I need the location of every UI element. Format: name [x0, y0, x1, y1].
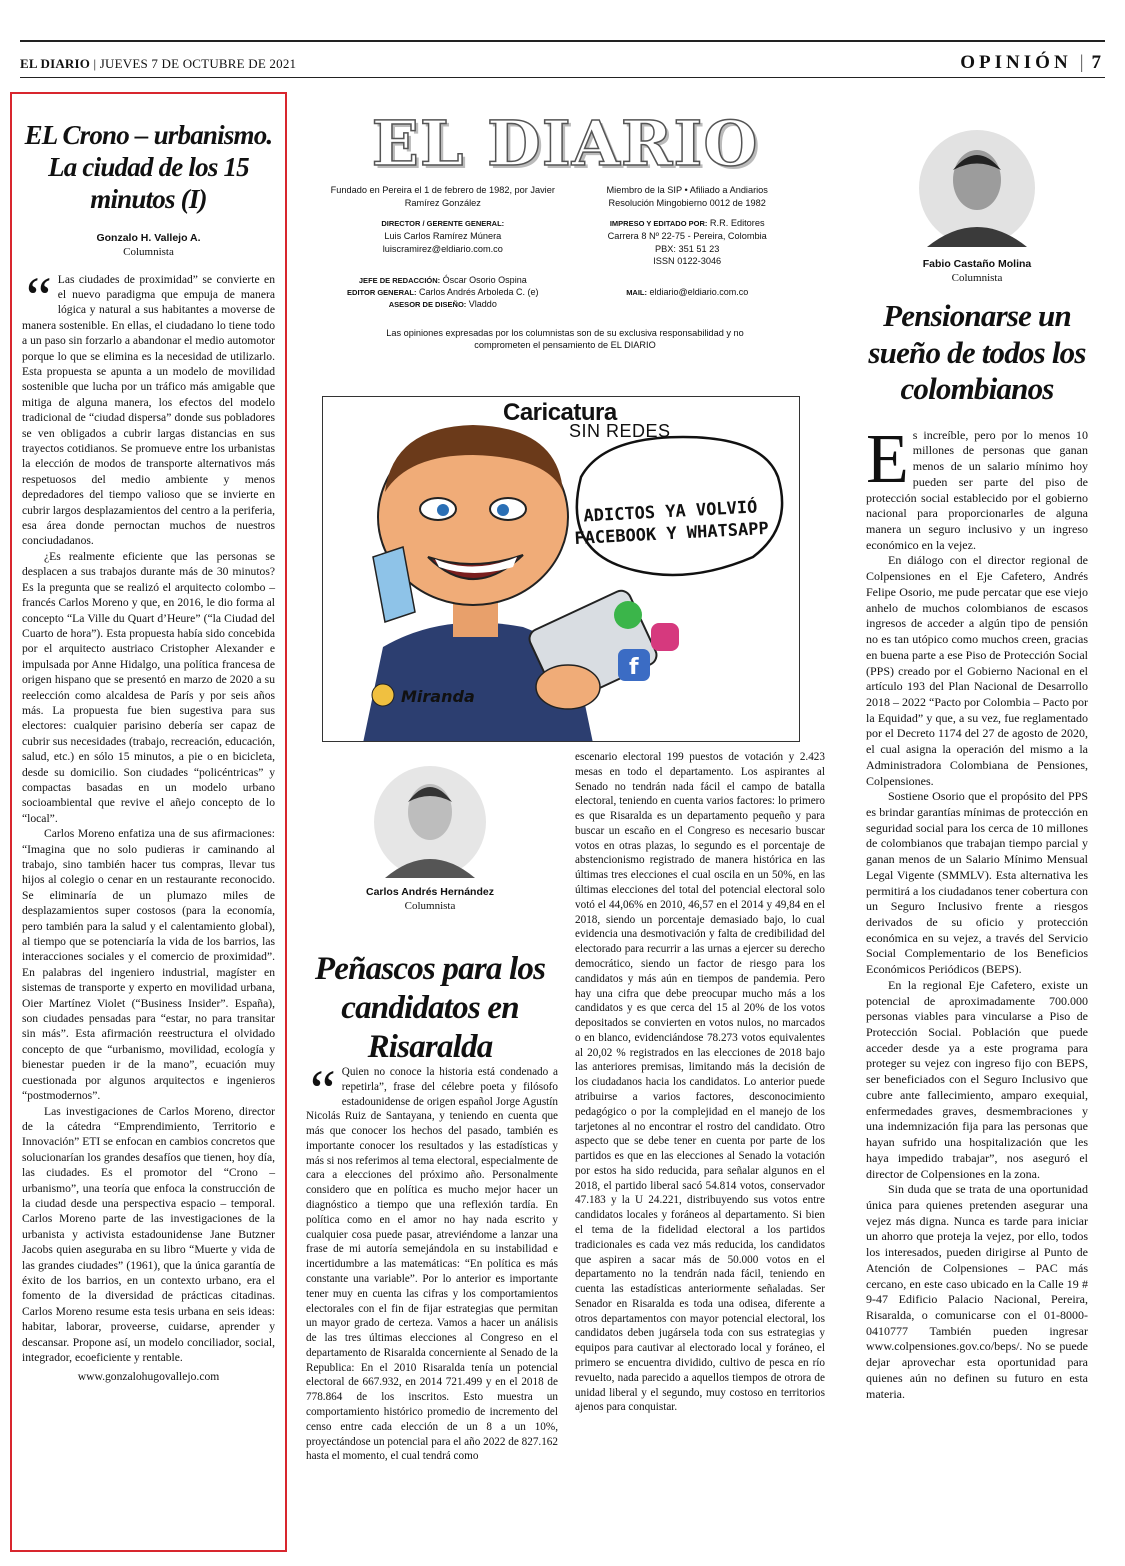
- artist-logo-icon: [372, 684, 394, 706]
- pbx: PBX: 351 51 23: [655, 243, 720, 254]
- right-paragraph-2: En diálogo con el director regional de Colpensiones en el Eje Cafetero, Andrés Felipe Osorio, me pude percatar que ese viejo anhelo de muchos colombianos de escasos ingresos de acceder a algún tipo de pensión no es tan utópico como muchos creen, gracias en buena parte a ese Piso de Protección Social (PPS) creado por el Gobierno Nacional en el artículo 193 del Plan Nacional de Desarrollo 2018 – 2022 “Pacto por Colombia – Pacto por la Equidad” y que, a su vez, fue reglamentado por el Decreto 1174 del 27 de agosto de 2020, el cual asigna la operación del mismo a la Administradora Colombiana de Pensiones, Colpensiones.: [866, 553, 1088, 788]
- director-label: DIRECTOR / GERENTE GENERAL:: [381, 219, 505, 229]
- author-website[interactable]: www.gonzalohugovallejo.com: [77, 1370, 220, 1384]
- printed-name: R.R. Editores: [709, 218, 765, 229]
- mail-address[interactable]: eldiario@eldiario.com.co: [649, 287, 749, 298]
- right-paragraph-3: Sostiene Osorio que el propósito del PPS es brindar garantías mínimas de protección en seguridad social para los cerca de 10 millones de colombianos que trabajan tiempo parcial y ganan menos de un Salario Mínimo Mensual Legal Vigente (SMMLV). Esta alternativa les permitirá a los ciudadanos tener cobertura con un Seguro Inclusivo frente a riesgos derivados de su oficio y protección económica en su vejez, a través del Servicio Social Complementario de los Beneficios Económicos Periódicos (BEPS).: [866, 789, 1088, 977]
- page-number: 7: [1091, 52, 1105, 73]
- left-paragraph-3: Carlos Moreno enfatiza una de sus afirmaciones: “Imagina que no solo pudieras ir caminando al trabajo, sino también hacer tus compras, llevar tus hijos al colegio o cenar en un restaurante reconocido. Se eliminaría de un plumazo miles de desplazamientos super costosos (para la economía, pero también para la salud y el calentamiento global), al tiempo que se potenciaría la vida de los barrios, las interacciones sociales y el comercio de proximidad”. En palabras del ingeniero industrial, magíster en sistemas de transporte y experto en movilidad urbana, Oier Martínez Violet (“Business Insider”. España), son ciudades pensadas para “estar, no para transitar sin más”. Esta afirmación reestructura el olvidado concepto de que “urbanismo, movilidad, ecología y bienestar pueden ir de la mano”, ecuación muy cuestionada por algunos arquitectos e ingenieros “postmodernos”.: [22, 827, 275, 1103]
- general-editor-name: Carlos Andrés Arboleda C. (e): [419, 287, 539, 298]
- general-editor-label: EDITOR GENERAL:: [347, 288, 417, 298]
- cartoon-title: Caricatura: [503, 399, 617, 426]
- member-note: Miembro de la SIP • Afiliado a Andiarios: [606, 185, 768, 195]
- printed-label: IMPRESO Y EDITADO POR:: [609, 219, 708, 229]
- issue-date: JUEVES 7 DE OCTUBRE DE 2021: [99, 56, 297, 71]
- right-article-title: Pensionarse un sueño de todos los colombianos: [868, 298, 1086, 407]
- right-article-author: Fabio Castaño Molina: [922, 258, 1032, 270]
- design-label: ASESOR DE DISEÑO:: [388, 300, 467, 310]
- design-name: Vladdo: [468, 299, 497, 310]
- left-article-author: Gonzalo H. Vallejo A.: [96, 231, 201, 244]
- instagram-icon: [651, 623, 679, 651]
- page-header: [20, 40, 1105, 78]
- left-article-role: Columnista: [123, 245, 174, 258]
- quote-mark-icon: “: [26, 264, 52, 330]
- issn: ISSN 0122-3046: [653, 256, 722, 267]
- section-name: OPINIÓN: [960, 52, 1072, 73]
- address: Carrera 8 Nº 22-75 - Pereira, Colombia: [607, 231, 767, 242]
- cartoon-illustration: [323, 397, 800, 742]
- middle-article-author: Carlos Andrés Hernández: [366, 886, 494, 898]
- masthead: [330, 107, 800, 352]
- dropcap-letter: E: [866, 420, 909, 498]
- masthead-credits: [330, 184, 800, 276]
- quote-mark-icon: “: [310, 1058, 336, 1123]
- editor-label: JEFE DE REDACCIÓN:: [358, 276, 441, 286]
- left-article-title: EL Crono – urbanismo. La ciudad de los 15 minutos (I): [24, 120, 273, 214]
- cartoon-box: [322, 396, 800, 742]
- left-article-body: [22, 264, 275, 1385]
- cartoon-artist: Miranda: [401, 687, 475, 706]
- whatsapp-icon: [614, 601, 642, 629]
- middle-article-col2: [575, 750, 825, 1415]
- cartoon-subtitle: SIN REDES: [569, 421, 671, 441]
- right-paragraph-1: s increíble, pero por lo menos 10 millones de personas que ganan menos de un salario mínimo hoy pueden ser parte del piso de protección social establecido por el gobierno nacional para proporcionarles de alguna manera un seguro inclusivo y un ingreso económico en la vejez.: [866, 427, 1088, 552]
- middle-article-col1: [306, 1058, 558, 1464]
- middle-paragraph-2: escenario electoral 199 puestos de votación y 2.423 mesas en todo el departamento. Los aspirantes al Senado no tendrán nada fácil el campo de batalla electoral, teniendo en cuenta varios factores: lo primero es que Risaralda es un departamento pequeño y para buscar un escaño en el Congreso es necesario buscar votos en otras plazas, lo segundo es el porcentaje de abstencionismo registrado de manera histórica en las últimas tres elecciones el cual oscila en un 50%, en las últimas elecciones del total del potencial electoral solo votó el 44,06% en 2010, 46,57 en el 2014 y 49,84 en el 2018, siendo un porcentaje demasiado bajo, lo cual evidencia una desmotivación y falta de credibilidad del electorado para recurrir a las urnas a ejercer su derecho democrático, siendo un factor de riesgo para los candidatos y más aún en tiempos de pandemia. Pero hay una cifra que debe preocupar mucho más a los candidatos y es que cerca del 15 al 20% de los votos depositados se convierten en votos nulos, no marcados o en blanco, evidenciándose 78.273 votos equivalentes al 20,02 % registrados en las elecciones de 2018 bajo las anteriores premisas, limitando más la decisión de los ciudadanos hacia los candidatos. Lo anterior puede atribuirse a varios factores, desconocimiento pedagógico o por la complejidad en el manejo de los tarjetones al no encontrar el rostro del candidato. Otro aspecto que se debe tener en cuenta por parte de los partidos es que en las elecciones al Senado la votación por estos ha sido reducida, para señalar algunos en el 2018, el partido liberal sacó 54.814 votos, conservador 47.183 y la U 24.221, distribuyendo sus votos entre candidatos locales y foráneos al departamento. Si bien el tema de la fidelidad electoral a los partidos tradicionales es cada vez más reducida, los candidatos que aspiren a sacar más de 50.000 votos en el departamento no la tendrán nada fácil, teniendo en cuenta las estadísticas anteriormente señaladas. Ser Senador en Risaralda es toda una odisea, diferente a otros departamentos con mayor potencial electoral, los candidatos deben jugársela toda con sus estrategias y equipos para cautivar al electorado local y foráneo, el primero se encuentra dividido, cultivo de pesca en río revuelto, nada parecido a aquellos tiempos de otrora de unidad liberal y el segundo, muy costoso en territorios ajenos para conquistar.: [575, 751, 825, 1414]
- columnist-photo-castano: [912, 125, 1042, 250]
- resolution-note: Resolución Mingobierno 0012 de 1982: [608, 197, 766, 208]
- right-article-body: [866, 420, 1088, 1403]
- right-article-role: Columnista: [951, 272, 1003, 284]
- right-paragraph-5: Sin duda que se trata de una oportunidad única para quienes pretenden asegurar una vejez más digna. Nunca es tarde para iniciar un ahorro que proteja la vejez, por ello, todos los interesados, pueden dirigirse al Punto de Atención de Colpensiones – PAC más cercano, en este caso ubicado en la Calle 19 # 9-47 Edificio Palacio Nacional, Pereira, Risaralda, o comunicarse con el 01-8000-0410777 También pueden ingresar www.colpensiones.gov.co/beps/. No se puede dejar aprovechar esta oportunidad para quienes aún no definen su futuro en esta materia.: [866, 1182, 1088, 1401]
- cartoon-bubble-text: ADICTOS YA VOLVIÓ FACEBOOK Y WHATSAPP: [573, 497, 770, 550]
- header-right: OPINIÓN | 7: [960, 52, 1105, 73]
- left-paragraph-1: Las ciudades de proximidad” se convierte en el nuevo paradigma que empuja de manera lógica y natural a sus habitantes a moverse de manera sostenible. En ellas, el ciudadano lo tiene todo a un paso sin forzarlo a abandonar el medio automotor porque lo que se elimina es la necesidad de utilizarlo. Esta propuesta se apunta a un modelo de movilidad sostenible que lucha por un tráfico más amigable que mitiga de alguna manera, los efectos del modelo tradicional de “ciudad dispersa” donde sus pobladores se ven obligados a cubrir largas distancias en sus trayectos cotidianos. Se promueve entre los urbanistas la elección de modos de transporte alternativos más respetuosos del medio ambiente y menos depredadores del tiempo valioso que se invierte en cubrir largos desplazamientos del centro a la periferia, esa área donde pernoctan muchos de nuestros conciudadanos.: [22, 272, 275, 548]
- left-paragraph-2: ¿Es realmente eficiente que las personas se desplacen a sus trabajos durante más de 30 minutos? Es la pregunta que se realizó el arquitecto colombo – francés Carlos Moreno y que, en 2016, le dio forma al concepto “La Ville du Quart d’Heure” (“la Ciudad del Cuarto de hora”). Esta propuesta había sido concebida por el arquitecto austriaco Cristopher Alexander e impulsada por Anne Hidalgo, una política francesa de origen hispano que se presentó en marzo de 2020 a su reelección como alcaldesa de París y por seis años más. La propuesta fue bien sugestiva para sus electores: cualquier parisino debería ser capaz de cubrir sus necesidades (trabajo, recreación, educación, salud, etc.) en sólo 15 minutos, a pie o en bicicleta, desde su domicilio. Son ciudades “policéntricas” y compactas basadas en un modelo urbano socioambiental que revive el añejo concepto de lo “local”.: [22, 549, 275, 825]
- paper-name: EL DIARIO: [20, 56, 91, 71]
- right-article: [866, 125, 1088, 1402]
- founded-note: Fundado en Pereira el 1 de febrero de 1982, por Javier Ramírez González: [330, 185, 555, 208]
- mail-label: MAIL:: [626, 288, 648, 298]
- left-article: [10, 92, 287, 1552]
- masthead-logo: EL DIARIO: [371, 107, 759, 180]
- middle-article-role: Columnista: [404, 900, 456, 912]
- left-paragraph-4: Las investigaciones de Carlos Moreno, director de la cátedra “Emprendimiento, Territorio e Innovación” ETI se enfocan en cambios concretos que solucionarían los grandes desafíos que tienen, hoy día, las ciudades. Es el promotor del “Crono – urbanismo”, una teoría que enfoca la construcción de la ciudad desde una perspectiva espacio – temporal. Carlos Moreno parte de las investigaciones de la urbanista y activista estadounidense Jane Butzner Jacobs quien aseguraba en su libro “Muerte y vida de las grandes ciudades” (1961), que la única garantía de éxito de los barrios, en un contexto urbano, era el fomento de la diversidad de prácticas citadinas. Carlos Moreno resume esta tesis urbana en seis ideas: habitar, laborar, proveerse, cuidarse, aprender y descansar. Propone así, un modelo conciliador, social, integrador, ecoeficiente y rentable.: [22, 1104, 275, 1365]
- right-paragraph-4: En la regional Eje Cafetero, existe un potencial de aproximadamente 700.000 personas viables para vincularse a Piso de Protección Social. Población que puede acceder desde ya a este programa para proteger su vejez con ingreso fijo con BEPS, ser beneficiados con el Seguro Inclusivo que cubre ante fallecimiento, amparo exequial, enfermedades graves, desmembraciones y una indemnización fija para las personas que hayan sufrido una hospitalización que les haya impedido trabajar”, nos aseguró el director de Colpensiones en la zona.: [866, 977, 1088, 1181]
- columnist-photo-hernandez: [365, 760, 495, 880]
- middle-article-title: Peñascos para los candidatos en Risaralda: [314, 951, 546, 1065]
- opinion-disclaimer: Las opiniones expresadas por los columnistas son de su exclusiva responsabilidad y no comprometen el pensamiento de EL DIARIO: [386, 327, 744, 351]
- director-email[interactable]: luiscramirez@eldiario.com.co: [382, 243, 503, 254]
- svg-text:f: f: [629, 655, 639, 680]
- header-left: EL DIARIO | JUEVES 7 DE OCTUBRE DE 2021: [20, 56, 297, 71]
- director-name: Luis Carlos Ramírez Múnera: [384, 231, 502, 242]
- middle-paragraph-1: Quien no conoce la historia está condenado a repetirla”, frase del célebre poeta y filósofo estadounidense de origen español Jorge Agustín Nicolás Ruiz de Santayana, y teniendo en cuenta que más que conocer los hechos del pasado, también es importante conocer los resultados y las estadísticas y más si nos referimos al tema electoral, especialmente de cara a elecciones del próximo año. Personalmente considero que en política es mucho mejor hacer un diagnóstico a tiempo que una reflexión tardía. En política como en el amor no hay nada escrito y cualquier cosa puede pasar, atreviéndome a lanzar una frase de mi autoría semejándola en su instabilidad e incertidumbre a las matemáticas: “En política es más constante una variable”. Por lo anterior es importante tener muy en cuenta las cifras y los comportamientos electorales con el fin de fijar estrategias que permitan un mayor grado de certeza. Vamos a hacer un análisis de las tres últimas elecciones al Congreso en el departamento de Risaralda concerniente al Senado de la Republica: En el 2010 Risaralda tenía un potencial electoral de 667.932, en 2014 721.499 y en el 2018 de 778.864 de los inscritos. Esto muestra un comportamiento histórico promedio de incremento del censo entre cada elección de un 8 a un 10%, proyectándose un potencial para el año 2022 de 827.162 hasta el momento, el cual tendrá como: [306, 1066, 558, 1463]
- editor-name: Óscar Osorio Ospina: [442, 275, 527, 286]
- middle-article-header: [300, 760, 560, 1067]
